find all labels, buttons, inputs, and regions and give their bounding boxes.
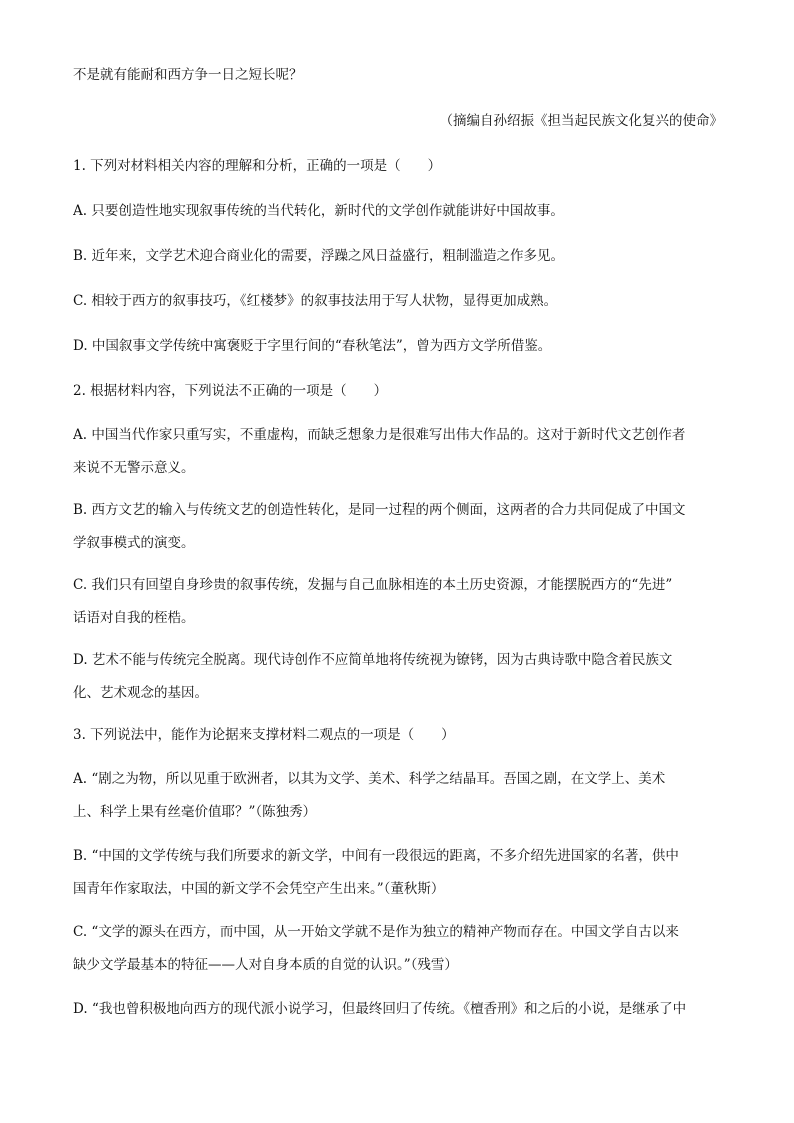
question-3-option-a-line-2: 上、科学上果有丝毫价值耶？”（陈独秀） <box>73 804 317 820</box>
question-1-option-b: B. 近年来，文学艺术迎合商业化的需要，浮躁之风日益盛行，粗制滥造之作多见。 <box>73 248 565 264</box>
question-1-option-a: A. 只要创造性地实现叙事传统的当代转化，新时代的文学创作就能讲好中国故事。 <box>73 203 564 219</box>
question-3-option-a-line-1: A. “剧之为物，所以见重于欧洲者，以其为文学、美术、科学之结晶耳。吾国之剧，在文学上、美术 <box>73 771 666 787</box>
question-3-option-d-line-1: D. “我也曾积极地向西方的现代派小说学习，但最终回归了传统。《檀香刑》和之后的小说，是继承了中 <box>73 1001 687 1017</box>
question-1-option-d: D. 中国叙事文学传统中寓褒贬于字里行间的“春秋笔法”，曾为西方文学所借鉴。 <box>73 338 552 354</box>
question-3-option-c-line-2: 缺少文学最基本的特征——人对自身本质的自觉的认识。”（残雪） <box>73 957 458 973</box>
question-3-option-c-line-1: C. “文学的源头在西方，而中国，从一开始文学就不是作为独立的精神产物而存在。中国文学自古以来 <box>73 924 679 940</box>
question-3-stem: 3. 下列说法中，能作为论据来支撑材料二观点的一项是（ ） <box>73 727 455 743</box>
question-1-stem: 1. 下列对材料相关内容的理解和分析，正确的一项是（ ） <box>73 158 442 174</box>
question-3-option-b-line-1: B. “中国的文学传统与我们所要求的新文学，中间有一段很远的距离，不多介绍先进国家的名著，供中 <box>73 848 679 864</box>
question-2-option-d-line-2: 化、艺术观念的基因。 <box>73 685 208 701</box>
question-1-option-c: C. 相较于西方的叙事技巧，《红楼梦》的叙事技法用于写人状物，显得更加成熟。 <box>73 293 558 309</box>
question-2-option-a-line-1: A. 中国当代作家只重写实，不重虚构，而缺乏想象力是很难写出伟大作品的。这对于新时代文艺创作者 <box>73 427 686 443</box>
question-3-option-b-line-2: 国青年作家取法，中国的新文学不会凭空产生出来。”（董秋斯） <box>73 881 445 897</box>
question-2-option-a-line-2: 来说不无警示意义。 <box>73 460 195 476</box>
question-2-option-b-line-2: 学叙事模式的演变。 <box>73 535 195 551</box>
question-2-option-c-line-1: C. 我们只有回望自身珍贵的叙事传统，发掘与自己血脉相连的本土历史资源，才能摆脱西方的“先进” <box>73 577 673 593</box>
question-2-option-d-line-1: D. 艺术不能与传统完全脱离。现代诗创作不应简单地将传统视为镣铐，因为古典诗歌中隐含着民族文 <box>73 652 673 668</box>
passage-closing-line: 不是就有能耐和西方争一日之短长呢？ <box>73 67 303 83</box>
question-2-stem: 2. 根据材料内容，下列说法不正确的一项是（ ） <box>73 383 388 399</box>
question-2-option-b-line-1: B. 西方文艺的输入与传统文艺的创造性转化，是同一过程的两个侧面，这两者的合力共同促成了中国文 <box>73 502 686 518</box>
source-citation: （摘编自孙绍振《担当起民族文化复兴的使命》 <box>439 113 723 129</box>
question-2-option-c-line-2: 话语对自我的桎梏。 <box>73 610 195 626</box>
